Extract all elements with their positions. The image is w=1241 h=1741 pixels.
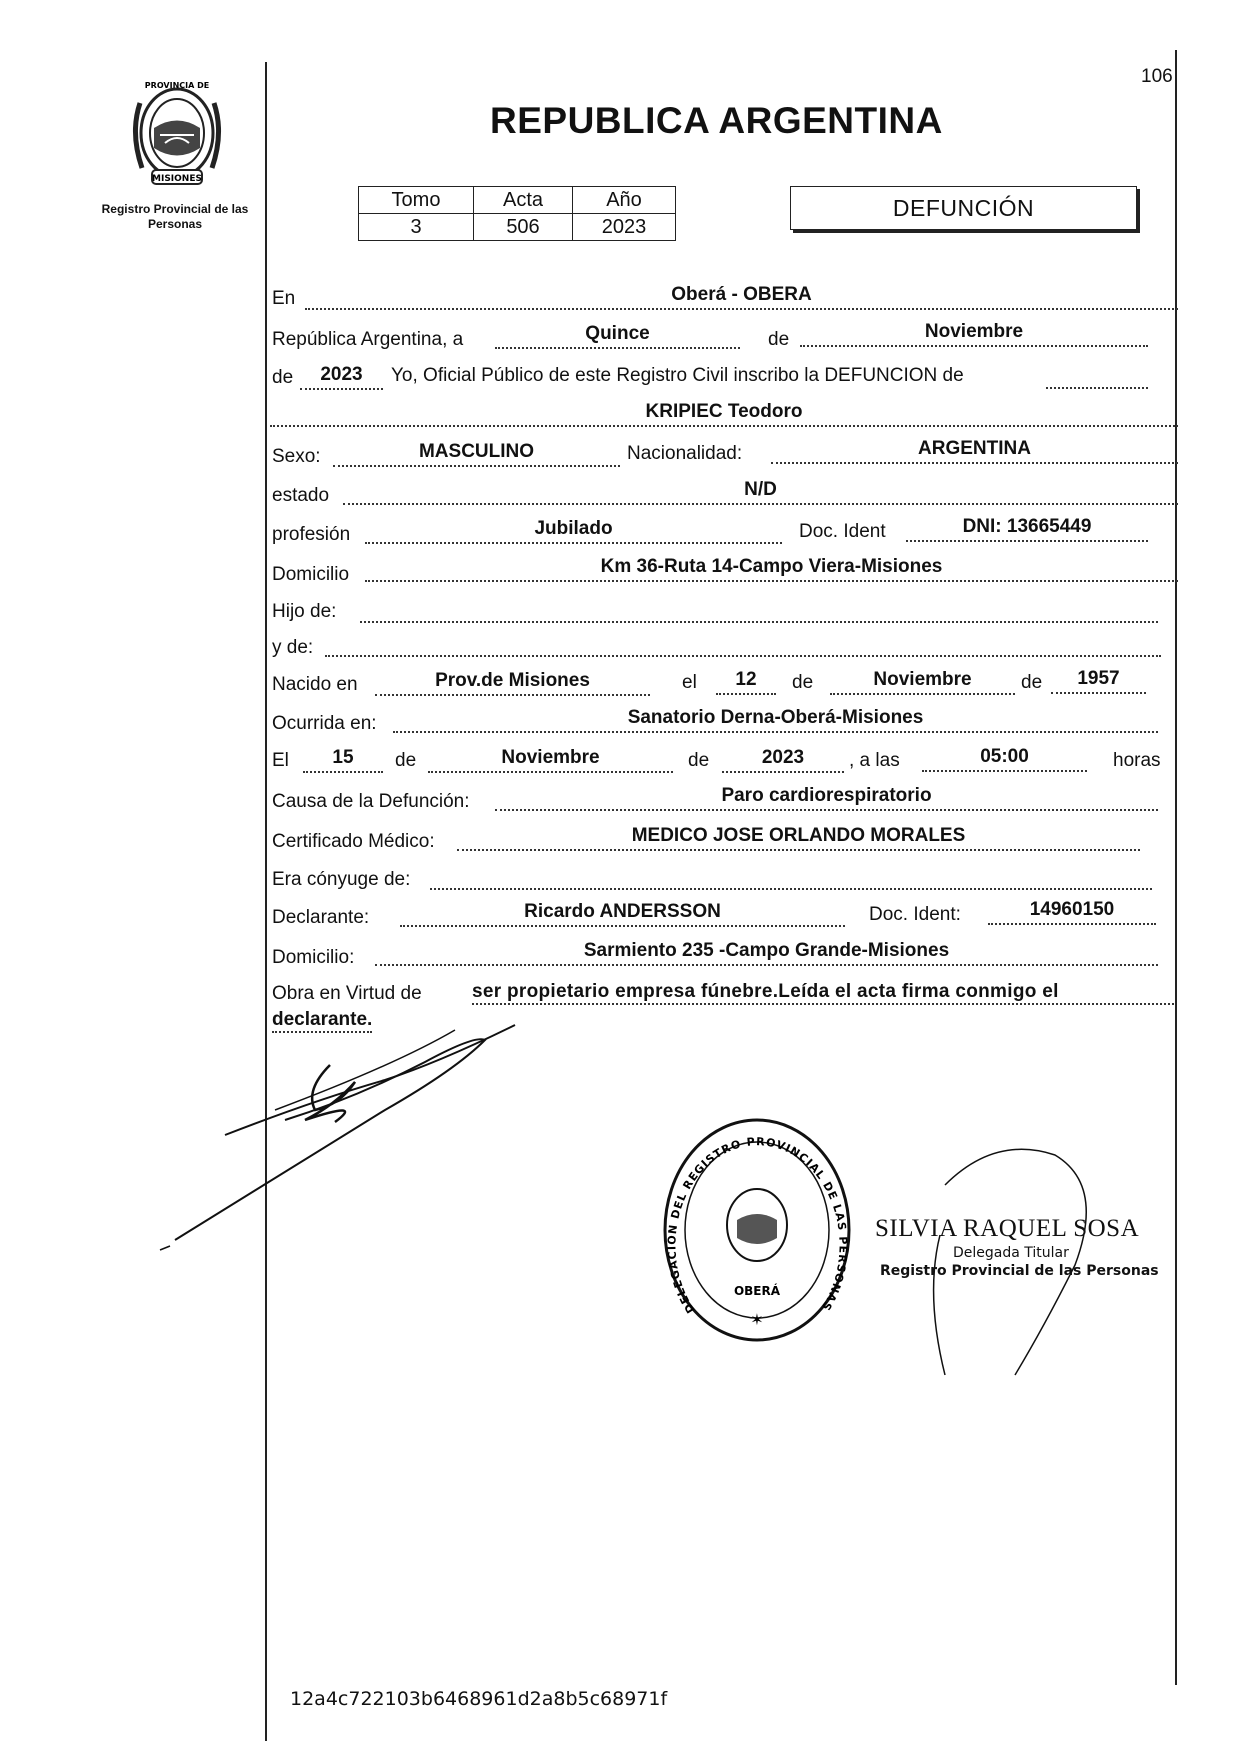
value-profesion: Jubilado [365,518,782,544]
value-def-mes: Noviembre [428,747,673,773]
label-y-de: y de: [272,637,314,658]
misiones-crest-logo [120,73,235,191]
registry-stamp-icon [655,1110,860,1350]
label-causa: Causa de la Defunción: [272,791,470,812]
label-nacionalidad: Nacionalidad: [627,443,743,464]
label-ocurrida-en: Ocurrida en: [272,713,377,734]
label-declarante: Declarante: [272,907,370,928]
value-nac-mes: Noviembre [830,669,1015,695]
label-a-las: , a las [849,750,900,771]
label-horas: horas [1113,750,1161,771]
left-margin-line [265,62,267,1741]
page-title: REPUBLICA ARGENTINA [490,100,943,141]
label-nacido-en: Nacido en [272,674,358,695]
official-role: Delegada Titular [953,1245,1069,1261]
label-de-6: de [688,750,710,771]
value-declarante: Ricardo ANDERSSON [400,901,845,927]
fill-line-hijo-de [360,621,1158,623]
fill-line [1046,387,1148,389]
label-de-3: de [792,672,814,693]
value-nac-dia: 12 [716,669,776,695]
label-estado: estado [272,485,330,506]
registry-value-tomo: 3 [359,214,474,241]
value-dia: Quince [495,323,740,349]
label-republica: República Argentina, a [272,329,464,350]
value-sexo: MASCULINO [333,441,620,467]
label-domicilio-2: Domicilio: [272,947,355,968]
label-en: En [272,288,296,309]
value-nacionalidad: ARGENTINA [771,438,1178,464]
label-de-1: de [768,329,790,350]
value-certificado: MEDICO JOSE ORLANDO MORALES [457,825,1140,851]
label-domicilio: Domicilio [272,564,350,585]
document-hash: 12a4c722103b6468961d2a8b5c68971f [290,1688,668,1710]
label-profesion: profesión [272,524,351,545]
value-def-anio: 2023 [722,747,844,773]
value-doc-declarante: 14960150 [988,899,1156,925]
registry-table [358,186,676,241]
value-ocurrida-en: Sanatorio Derna-Oberá-Misiones [393,707,1158,733]
value-domicilio-declarante: Sarmiento 235 -Campo Grande-Misiones [375,940,1158,966]
label-yo-oficial: Yo, Oficial Público de este Registro Civil inscribo la DEFUNCION de [391,365,964,386]
value-causa: Paro cardiorespiratorio [495,785,1158,811]
value-hora: 05:00 [922,746,1087,772]
value-mes: Noviembre [800,321,1148,347]
label-obra-prefix: Obra en Virtud de [272,983,422,1004]
label-el-cap: El [272,750,289,771]
page-number: 106 [1141,66,1173,87]
stamp-ring-text: DELEGACION DEL REGISTRO PROVINCIAL DE LAS PERSONAS [665,1135,850,1316]
value-obra-cont: declarante. [272,1009,372,1033]
label-el: el [682,672,697,693]
fill-line-conyuge [430,888,1152,890]
label-hijo-de: Hijo de: [272,601,337,622]
registry-header-anio: Año [573,187,676,214]
label-doc-ident: Doc. Ident [799,521,886,542]
official-signature-block [875,1215,1159,1279]
label-doc-ident-2: Doc. Ident: [869,904,961,925]
logo-banner-text: MISIONES [152,174,202,184]
label-de-2: de [272,367,294,388]
label-de-5: de [395,750,417,771]
value-nombre: KRIPIEC Teodoro [270,401,1178,427]
registry-header-tomo: Tomo [359,187,474,214]
value-domicilio: Km 36-Ruta 14-Campo Viera-Misiones [365,556,1178,582]
label-sexo: Sexo: [272,446,321,467]
logo-caption: Registro Provincial de las Personas [101,202,249,231]
value-def-dia: 15 [303,747,383,773]
value-anio: 2023 [300,364,383,390]
value-lugar: Oberá - OBERA [305,284,1178,310]
official-org: Registro Provincial de las Personas [880,1263,1159,1279]
stamp-city-text: OBERÁ [733,1284,781,1298]
value-doc: DNI: 13665449 [906,516,1148,542]
record-type-box: DEFUNCIÓN [790,186,1137,230]
registry-value-acta: 506 [474,214,573,241]
value-estado: N/D [343,479,1178,505]
declarant-signature-icon [155,1010,535,1270]
official-name: SILVIA RAQUEL SOSA [875,1215,1140,1242]
label-de-4: de [1021,672,1043,693]
svg-text:✶: ✶ [750,1310,764,1329]
registry-value-anio: 2023 [573,214,676,241]
value-nac-anio: 1957 [1051,668,1146,694]
value-nacido-en: Prov.de Misiones [375,670,650,696]
label-certificado: Certificado Médico: [272,831,435,852]
value-obra-text: ser propietario empresa fúnebre.Leída el acta firma conmigo el [472,981,1174,1005]
label-conyuge: Era cónyuge de: [272,869,411,890]
fill-line-y-de [325,655,1161,657]
registry-header-acta: Acta [474,187,573,214]
svg-text:PROVINCIA DE: PROVINCIA DE [144,81,210,90]
